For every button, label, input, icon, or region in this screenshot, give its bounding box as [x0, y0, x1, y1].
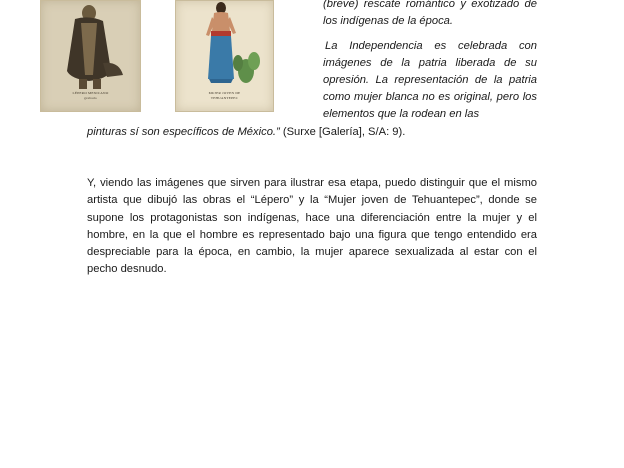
lepero-caption-subtitle: grabado — [84, 96, 97, 100]
tehuantepec-caption-title: MUJER JOVEN DE — [208, 91, 241, 95]
quote-paragraph-2: La Independencia es celebrada con imágenes de la patria liberada de su opresión. La representación de la patria como mujer blanca no es original, pero los elementos que la rodean en las — [323, 40, 537, 120]
quote-citation: (Surxe [Galería], S/A: 9). — [279, 126, 406, 138]
lepero-caption-title: LÉPERO MEXICANO — [72, 91, 109, 95]
tehuantepec-illustration — [175, 0, 274, 112]
quote-last-line — [87, 124, 537, 141]
quote-last-line-text: pinturas sí son específicos de México.” — [87, 126, 280, 138]
quote-paragraph-1: (breve) rescate romántico y exotizado de los indígenas de la época. — [323, 0, 537, 27]
body-paragraph: Y, viendo las imágenes que sirven para ilustrar esa etapa, puedo distinguir que el mismo artista que dibujó las obras el “Lépero” y la “Mujer joven de Tehuantepec”, donde se supone los protagonistas son indígenas, hace una diferenciación entre la mujer y el hombre, en la que el hombre es representado bajo una figura que tengo entendido era despreciable para la época, en cambio, la mujer aparece sexualizada al estar con el pecho desnudo. — [87, 177, 537, 276]
lepero-illustration — [40, 0, 141, 112]
tehuantepec-caption-subtitle: TEHUANTEPEC — [210, 96, 239, 100]
